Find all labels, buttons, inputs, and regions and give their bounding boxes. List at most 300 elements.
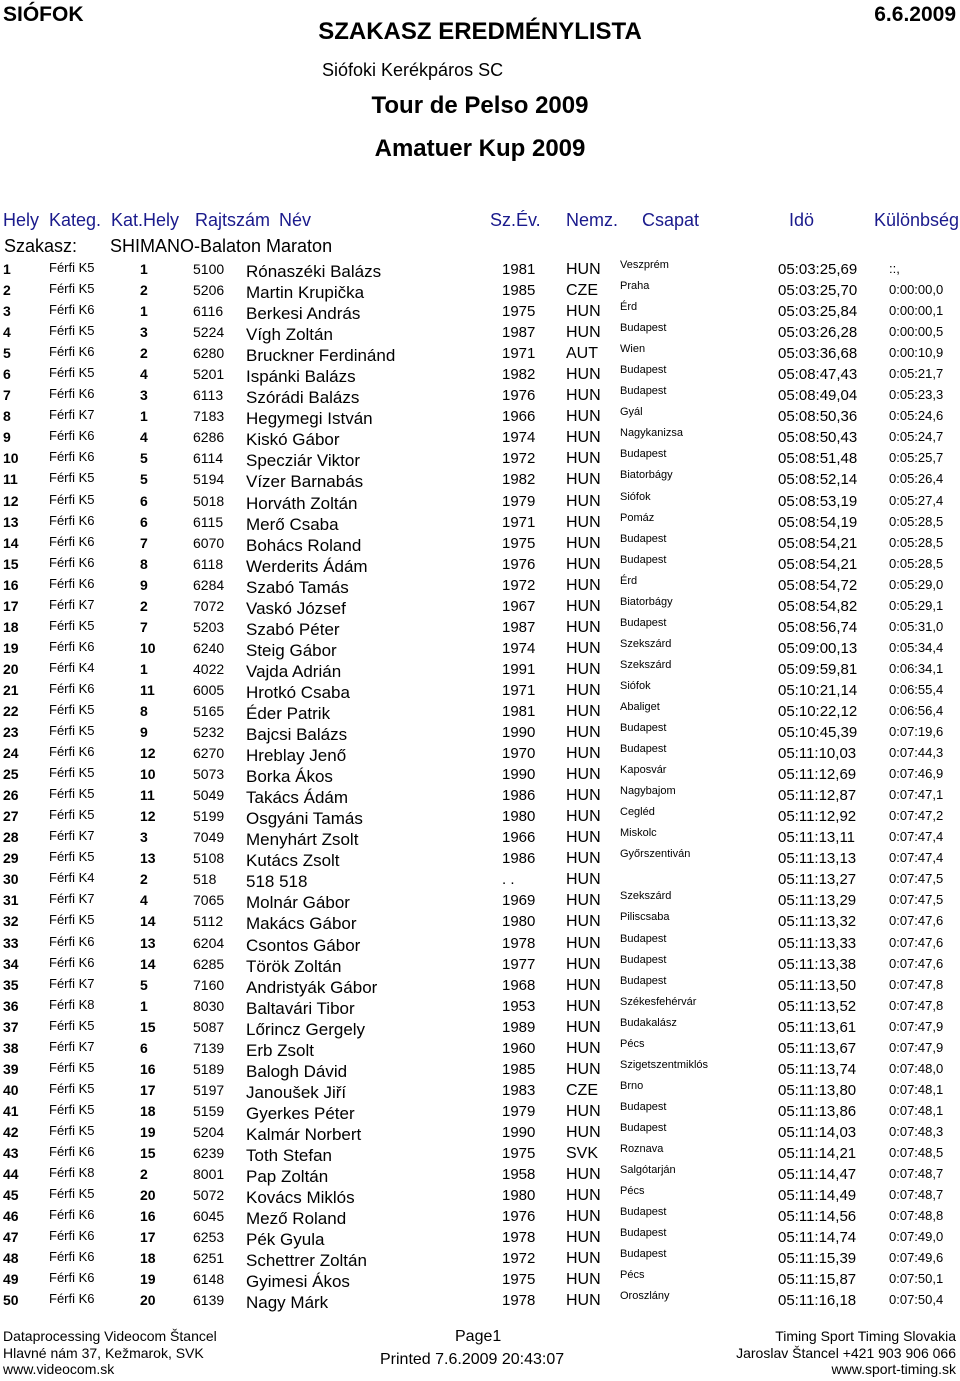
row-bib-number: 5203 bbox=[193, 618, 225, 635]
row-bib-number: 7183 bbox=[193, 408, 225, 425]
row-team: Budapest bbox=[620, 532, 667, 545]
row-rider-name: Molnár Gábor bbox=[246, 893, 350, 913]
row-nationality: HUN bbox=[566, 1039, 601, 1057]
table-row bbox=[0, 805, 960, 829]
row-team: Cegléd bbox=[620, 806, 655, 819]
row-birth-year: 1986 bbox=[502, 787, 536, 805]
row-rider-name: Borka Ákos bbox=[246, 767, 333, 787]
row-rider-name: Kalmár Norbert bbox=[246, 1124, 362, 1144]
row-birth-year: 1981 bbox=[502, 261, 536, 278]
row-difference: 0:05:34,4 bbox=[889, 639, 944, 655]
row-bib-number: 6285 bbox=[193, 955, 225, 972]
row-position: 38 bbox=[3, 1039, 19, 1056]
row-category: Férfi K6 bbox=[49, 428, 95, 444]
row-difference: 0:07:47,8 bbox=[889, 997, 944, 1013]
row-bib-number: 6204 bbox=[193, 934, 225, 951]
row-rider-name: Gyerkes Péter bbox=[246, 1103, 355, 1123]
row-category: Férfi K6 bbox=[49, 512, 95, 528]
row-nationality: HUN bbox=[566, 955, 601, 973]
row-nationality: HUN bbox=[566, 639, 601, 657]
row-category-position: 14 bbox=[140, 955, 156, 972]
row-position: 23 bbox=[3, 724, 19, 741]
row-birth-year: 1970 bbox=[502, 745, 536, 763]
row-rider-name: Erb Zsolt bbox=[246, 1040, 315, 1060]
row-bib-number: 6113 bbox=[193, 387, 224, 404]
row-difference: 0:05:24,6 bbox=[889, 408, 944, 424]
row-rider-name: Makács Gábor bbox=[246, 914, 357, 934]
row-rider-name: Takács Ádám bbox=[246, 788, 349, 808]
row-position: 5 bbox=[3, 345, 11, 362]
row-rider-name: Kiskó Gábor bbox=[246, 430, 340, 450]
row-category-position: 6 bbox=[140, 1039, 148, 1056]
row-category: Férfi K5 bbox=[49, 1122, 95, 1138]
table-row bbox=[0, 405, 960, 429]
column-header-team: Csapat bbox=[642, 210, 700, 230]
row-birth-year: 1974 bbox=[502, 429, 536, 447]
row-bib-number: 5087 bbox=[193, 1018, 225, 1035]
row-difference: 0:07:47,5 bbox=[889, 871, 944, 887]
row-position: 24 bbox=[3, 745, 19, 762]
row-team: Veszprém bbox=[620, 259, 669, 271]
row-position: 18 bbox=[3, 618, 19, 635]
row-rider-name: Baltavári Tibor bbox=[246, 998, 355, 1018]
row-bib-number: 5206 bbox=[193, 282, 225, 299]
row-team: Pécs bbox=[620, 1185, 645, 1198]
row-time: 05:08:54,21 bbox=[778, 555, 858, 573]
row-difference: 0:05:24,7 bbox=[889, 429, 944, 445]
row-category-position: 16 bbox=[140, 1060, 156, 1077]
row-team: Miskolc bbox=[620, 827, 657, 840]
row-bib-number: 6251 bbox=[193, 1250, 225, 1267]
row-bib-number: 5100 bbox=[193, 261, 225, 277]
row-rider-name: Török Zoltán bbox=[246, 956, 342, 976]
row-nationality: HUN bbox=[566, 702, 601, 720]
row-team: Praha bbox=[620, 280, 650, 293]
row-bib-number: 8030 bbox=[193, 997, 225, 1014]
row-team: Budapest bbox=[620, 385, 667, 398]
row-bib-number: 6116 bbox=[193, 303, 224, 320]
row-birth-year: 1991 bbox=[502, 660, 536, 678]
row-nationality: HUN bbox=[566, 576, 601, 594]
row-bib-number: 6284 bbox=[193, 576, 225, 593]
row-nationality: HUN bbox=[566, 429, 601, 447]
row-team: Biatorbágy bbox=[620, 469, 673, 482]
row-position: 1 bbox=[3, 261, 11, 277]
row-team: Győrszentiván bbox=[620, 848, 691, 861]
table-row bbox=[0, 574, 960, 595]
row-birth-year: 1971 bbox=[502, 345, 536, 363]
row-difference: 0:05:25,7 bbox=[889, 450, 944, 466]
row-nationality: HUN bbox=[566, 450, 601, 468]
row-nationality: HUN bbox=[566, 892, 601, 910]
row-category: Férfi K6 bbox=[49, 554, 95, 570]
row-team: Pécs bbox=[620, 1269, 645, 1282]
row-time: 05:03:25,70 bbox=[778, 282, 858, 300]
row-bib-number: 6115 bbox=[193, 513, 224, 530]
row-nationality: HUN bbox=[566, 387, 601, 405]
stage-label: Szakasz: bbox=[4, 236, 78, 256]
row-position: 34 bbox=[3, 955, 19, 972]
row-birth-year: 1972 bbox=[502, 450, 536, 468]
row-team: Piliscsaba bbox=[620, 911, 670, 924]
row-category: Férfi K5 bbox=[49, 1101, 95, 1117]
row-nationality: HUN bbox=[566, 997, 601, 1015]
row-birth-year: 1979 bbox=[502, 1102, 536, 1120]
row-category-position: 11 bbox=[140, 681, 155, 698]
row-position: 40 bbox=[3, 1081, 19, 1098]
footer-website-left: www.videocom.sk bbox=[3, 1361, 115, 1377]
row-rider-name: Pék Gyula bbox=[246, 1230, 325, 1250]
row-birth-year: 1972 bbox=[502, 1250, 536, 1268]
row-team: Budapest bbox=[620, 616, 667, 629]
row-difference: 0:05:28,5 bbox=[889, 513, 944, 529]
row-time: 05:11:13,74 bbox=[778, 1060, 857, 1078]
row-difference: 0:00:00,0 bbox=[889, 282, 944, 298]
row-category-position: 12 bbox=[140, 745, 156, 762]
row-team: Érd bbox=[620, 574, 638, 587]
row-birth-year: 1990 bbox=[502, 1123, 536, 1141]
row-nationality: HUN bbox=[566, 976, 601, 994]
row-category: Férfi K5 bbox=[49, 1186, 95, 1202]
row-nationality: AUT bbox=[566, 345, 598, 363]
row-category-position: 4 bbox=[140, 429, 148, 446]
row-position: 10 bbox=[3, 450, 19, 467]
row-difference: 0:05:26,4 bbox=[889, 471, 944, 487]
row-category: Férfi K6 bbox=[49, 954, 95, 970]
row-rider-name: Lőrincz Gergely bbox=[246, 1019, 366, 1039]
row-category: Férfi K8 bbox=[49, 1165, 95, 1181]
row-position: 46 bbox=[3, 1208, 19, 1225]
row-time: 05:11:13,86 bbox=[778, 1102, 857, 1120]
row-time: 05:08:54,19 bbox=[778, 513, 858, 531]
row-rider-name: Merő Csaba bbox=[246, 514, 339, 534]
row-category-position: 8 bbox=[140, 555, 148, 572]
row-difference: 0:07:47,8 bbox=[889, 976, 944, 992]
row-difference: 0:07:46,9 bbox=[889, 766, 944, 782]
row-category-position: 19 bbox=[140, 1271, 156, 1288]
row-category-position: 4 bbox=[140, 366, 148, 383]
row-time: 05:08:50,36 bbox=[778, 408, 858, 426]
row-category-position: 13 bbox=[140, 934, 156, 951]
row-position: 6 bbox=[3, 366, 11, 383]
row-position: 26 bbox=[3, 787, 19, 804]
row-birth-year: 1980 bbox=[502, 1187, 536, 1205]
row-time: 05:11:10,03 bbox=[778, 745, 857, 763]
table-row bbox=[0, 1058, 960, 1079]
row-difference: 0:07:48,5 bbox=[889, 1144, 944, 1160]
row-category: Férfi K7 bbox=[49, 596, 95, 612]
row-time: 05:11:13,29 bbox=[778, 892, 857, 910]
row-birth-year: 1968 bbox=[502, 976, 536, 994]
row-birth-year: 1953 bbox=[502, 997, 536, 1015]
row-time: 05:11:14,21 bbox=[778, 1144, 857, 1162]
row-category: Férfi K5 bbox=[49, 281, 95, 297]
row-position: 48 bbox=[3, 1250, 19, 1267]
row-category-position: 15 bbox=[140, 1018, 156, 1035]
row-category: Férfi K6 bbox=[49, 449, 95, 465]
row-time: 05:10:22,12 bbox=[778, 702, 858, 720]
row-category-position: 2 bbox=[140, 597, 148, 614]
row-birth-year: 1976 bbox=[502, 555, 536, 573]
row-rider-name: Mező Roland bbox=[246, 1209, 347, 1229]
row-birth-year: 1971 bbox=[502, 513, 536, 531]
row-rider-name: Rónaszéki Balázs bbox=[246, 262, 382, 281]
row-difference: 0:07:48,7 bbox=[889, 1166, 944, 1182]
row-time: 05:03:26,28 bbox=[778, 324, 858, 342]
row-category-position: 7 bbox=[140, 534, 148, 551]
row-bib-number: 6045 bbox=[193, 1208, 225, 1225]
row-team: Pécs bbox=[620, 1037, 645, 1050]
row-position: 39 bbox=[3, 1060, 19, 1077]
row-nationality: HUN bbox=[566, 934, 601, 952]
row-bib-number: 5204 bbox=[193, 1123, 225, 1140]
row-time: 05:11:14,74 bbox=[778, 1229, 857, 1247]
row-time: 05:08:50,43 bbox=[778, 429, 858, 447]
footer-website-right: www.sport-timing.sk bbox=[831, 1361, 956, 1377]
table-row bbox=[0, 637, 960, 658]
row-birth-year: 1967 bbox=[502, 597, 536, 615]
row-bib-number: 7072 bbox=[193, 597, 225, 614]
results-table bbox=[0, 258, 960, 1313]
row-rider-name: Kutács Zsolt bbox=[246, 851, 340, 871]
row-rider-name: Bruckner Ferdinánd bbox=[246, 346, 396, 366]
row-category: Férfi K5 bbox=[49, 849, 95, 865]
row-team: Nagykanizsa bbox=[620, 427, 683, 440]
row-rider-name: Berkesi András bbox=[246, 304, 361, 324]
row-birth-year: 1990 bbox=[502, 766, 536, 784]
row-category-position: 12 bbox=[140, 808, 156, 825]
row-nationality: HUN bbox=[566, 681, 601, 699]
row-nationality: HUN bbox=[566, 850, 601, 868]
row-time: 05:11:15,39 bbox=[778, 1250, 857, 1268]
row-bib-number: 6139 bbox=[193, 1292, 225, 1309]
row-bib-number: 6005 bbox=[193, 681, 225, 698]
row-category: Férfi K7 bbox=[49, 1038, 95, 1054]
row-category-position: 3 bbox=[140, 829, 148, 846]
row-time: 05:08:47,43 bbox=[778, 366, 858, 384]
row-nationality: HUN bbox=[566, 618, 601, 636]
row-difference: 0:07:19,6 bbox=[889, 724, 944, 740]
table-row bbox=[0, 426, 960, 450]
table-row bbox=[0, 300, 960, 324]
table-row bbox=[0, 974, 960, 995]
row-bib-number: 6148 bbox=[193, 1271, 225, 1288]
row-nationality: HUN bbox=[566, 555, 601, 573]
row-category-position: 1 bbox=[140, 261, 148, 277]
row-rider-name: Éder Patrik bbox=[246, 703, 331, 723]
row-bib-number: 5112 bbox=[193, 913, 224, 930]
table-row bbox=[0, 511, 960, 532]
row-position: 29 bbox=[3, 850, 19, 867]
row-rider-name: Hegymegi István bbox=[246, 409, 373, 429]
row-category-position: 19 bbox=[140, 1123, 156, 1140]
table-row bbox=[0, 468, 960, 492]
table-row bbox=[0, 721, 960, 745]
row-team: Székesfehérvár bbox=[620, 995, 697, 1008]
row-position: 27 bbox=[3, 808, 19, 825]
row-birth-year: 1987 bbox=[502, 324, 536, 342]
column-header-difference: Különbség bbox=[874, 210, 960, 230]
row-birth-year: . . bbox=[502, 871, 515, 889]
row-difference: 0:07:49,6 bbox=[889, 1250, 944, 1266]
row-category: Férfi K8 bbox=[49, 996, 95, 1012]
row-difference: 0:07:47,5 bbox=[889, 892, 944, 908]
table-row bbox=[0, 679, 960, 700]
row-difference: 0:07:47,6 bbox=[889, 955, 944, 971]
row-team: Budapest bbox=[620, 953, 667, 966]
row-nationality: HUN bbox=[566, 1166, 601, 1184]
row-position: 7 bbox=[3, 387, 11, 404]
row-nationality: HUN bbox=[566, 1123, 601, 1141]
row-time: 05:08:53,19 bbox=[778, 492, 858, 510]
row-nationality: CZE bbox=[566, 1081, 598, 1099]
row-rider-name: Ispánki Balázs bbox=[246, 367, 356, 387]
row-team: Budapest bbox=[620, 448, 667, 461]
table-row bbox=[0, 1079, 960, 1100]
row-position: 36 bbox=[3, 997, 19, 1014]
row-birth-year: 1976 bbox=[502, 1208, 536, 1226]
row-position: 11 bbox=[3, 471, 18, 488]
row-team: Szekszárd bbox=[620, 890, 672, 903]
row-rider-name: Osgyáni Tamás bbox=[246, 809, 363, 829]
row-nationality: HUN bbox=[566, 408, 601, 426]
row-nationality: HUN bbox=[566, 808, 601, 826]
row-rider-name: Specziár Viktor bbox=[246, 451, 361, 471]
row-time: 05:11:13,32 bbox=[778, 913, 857, 931]
row-team: Budapest bbox=[620, 364, 667, 377]
table-row bbox=[0, 490, 960, 511]
row-bib-number: 6280 bbox=[193, 345, 225, 362]
row-nationality: HUN bbox=[566, 261, 601, 278]
row-category-position: 6 bbox=[140, 513, 148, 530]
row-birth-year: 1978 bbox=[502, 1292, 536, 1310]
row-bib-number: 5197 bbox=[193, 1081, 225, 1098]
row-birth-year: 1986 bbox=[502, 850, 536, 868]
row-nationality: HUN bbox=[566, 534, 601, 552]
row-category: Férfi K6 bbox=[49, 1291, 95, 1307]
table-row bbox=[0, 532, 960, 553]
column-header-nationality: Nemz. bbox=[566, 210, 619, 230]
row-difference: 0:07:44,3 bbox=[889, 745, 944, 761]
row-category: Férfi K6 bbox=[49, 744, 95, 760]
row-category: Férfi K6 bbox=[49, 533, 95, 549]
row-team: Kaposvár bbox=[620, 764, 667, 777]
row-category-position: 16 bbox=[140, 1208, 156, 1225]
row-category-position: 9 bbox=[140, 576, 148, 593]
row-position: 25 bbox=[3, 766, 19, 783]
row-category-position: 4 bbox=[140, 892, 148, 909]
column-header-pos: Hely bbox=[3, 210, 40, 230]
row-difference: 0:00:10,9 bbox=[889, 345, 944, 361]
row-position: 44 bbox=[3, 1166, 19, 1183]
row-bib-number: 6253 bbox=[193, 1229, 225, 1246]
row-birth-year: 1975 bbox=[502, 534, 536, 552]
row-bib-number: 6070 bbox=[193, 534, 225, 551]
location: SIÓFOK bbox=[3, 3, 84, 26]
row-bib-number: 7139 bbox=[193, 1039, 225, 1056]
row-difference: ::, bbox=[889, 261, 900, 276]
row-nationality: HUN bbox=[566, 366, 601, 384]
row-difference: 0:07:48,0 bbox=[889, 1060, 944, 1076]
row-birth-year: 1971 bbox=[502, 681, 536, 699]
row-category-position: 1 bbox=[140, 997, 148, 1014]
row-category-position: 2 bbox=[140, 871, 148, 888]
row-difference: 0:06:34,1 bbox=[889, 660, 944, 676]
row-category: Férfi K6 bbox=[49, 302, 95, 318]
row-difference: 0:06:56,4 bbox=[889, 702, 944, 718]
row-category-position: 13 bbox=[140, 850, 156, 867]
row-difference: 0:05:28,5 bbox=[889, 555, 944, 571]
row-category: Férfi K5 bbox=[49, 1017, 95, 1033]
table-row bbox=[0, 910, 960, 934]
row-category-position: 10 bbox=[140, 766, 156, 783]
table-row bbox=[0, 279, 960, 303]
row-rider-name: Toth Stefan bbox=[246, 1145, 333, 1165]
table-row bbox=[0, 784, 960, 808]
row-birth-year: 1985 bbox=[502, 1060, 536, 1078]
row-category-position: 1 bbox=[140, 408, 148, 425]
row-time: 05:11:13,80 bbox=[778, 1081, 857, 1099]
table-row bbox=[0, 595, 960, 616]
row-category-position: 3 bbox=[140, 324, 148, 341]
row-nationality: HUN bbox=[566, 1292, 601, 1310]
row-birth-year: 1990 bbox=[502, 724, 536, 742]
row-rider-name: Csontos Gábor bbox=[246, 935, 361, 955]
row-category-position: 1 bbox=[140, 303, 148, 320]
row-rider-name: Hrotkó Csaba bbox=[246, 682, 350, 702]
row-team: Salgótarján bbox=[620, 1164, 676, 1177]
row-birth-year: 1981 bbox=[502, 702, 536, 720]
row-time: 05:11:13,50 bbox=[778, 976, 857, 994]
cup-name: Amatuer Kup 2009 bbox=[374, 135, 586, 162]
row-difference: 0:06:55,4 bbox=[889, 681, 944, 697]
footer-company: Dataprocessing Videocom Štancel bbox=[3, 1328, 217, 1344]
row-birth-year: 1974 bbox=[502, 639, 536, 657]
table-row bbox=[0, 1142, 960, 1163]
row-position: 37 bbox=[3, 1018, 19, 1035]
row-category: Férfi K5 bbox=[49, 365, 95, 381]
row-position: 30 bbox=[3, 871, 19, 888]
row-time: 05:08:52,14 bbox=[778, 471, 858, 489]
row-time: 05:09:59,81 bbox=[778, 660, 858, 678]
row-time: 05:11:15,87 bbox=[778, 1271, 857, 1289]
row-team: Gyál bbox=[620, 406, 643, 419]
row-time: 05:03:25,84 bbox=[778, 303, 858, 321]
table-row bbox=[0, 1268, 960, 1292]
row-rider-name: Balogh Dávid bbox=[246, 1061, 348, 1081]
row-time: 05:10:45,39 bbox=[778, 724, 858, 742]
row-category: Férfi K6 bbox=[49, 1228, 95, 1244]
row-position: 43 bbox=[3, 1144, 19, 1161]
row-difference: 0:07:47,6 bbox=[889, 913, 944, 929]
row-category: Férfi K6 bbox=[49, 344, 95, 360]
footer-page-number: Page1 bbox=[455, 1328, 502, 1345]
row-team: Budapest bbox=[620, 1121, 667, 1134]
row-team: Oroszlány bbox=[620, 1290, 670, 1303]
row-time: 05:11:13,67 bbox=[778, 1039, 857, 1057]
row-team: Budapest bbox=[620, 1100, 667, 1113]
row-difference: 0:07:48,7 bbox=[889, 1187, 944, 1203]
row-difference: 0:07:48,1 bbox=[889, 1102, 944, 1118]
table-row bbox=[0, 363, 960, 387]
page-title: SZAKASZ EREDMÉNYLISTA bbox=[318, 18, 642, 45]
row-team: Budapest bbox=[620, 322, 667, 335]
row-rider-name: Szabó Tamás bbox=[246, 577, 349, 597]
row-birth-year: 1982 bbox=[502, 471, 536, 489]
row-time: 05:11:12,69 bbox=[778, 766, 857, 784]
club-name: Siófoki Kerékpáros SC bbox=[322, 60, 504, 80]
row-bib-number: 5165 bbox=[193, 702, 225, 719]
